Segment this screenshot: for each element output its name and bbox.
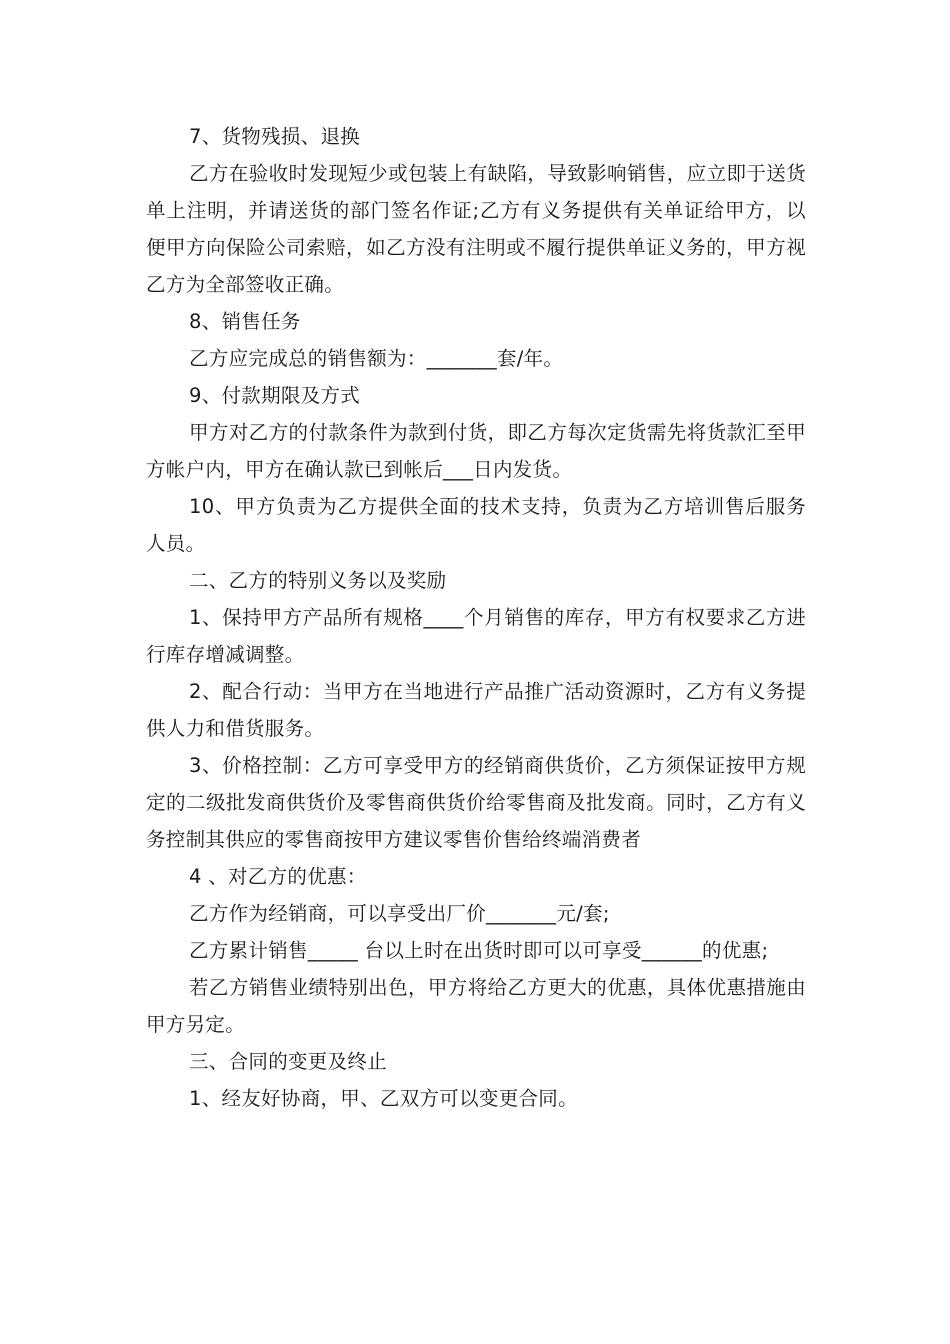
paragraph-goods-inspection: 乙方在验收时发现短少或包装上有缺陷，导致影响销售，应立即于送货单上注明，并请送货的部门签名作证;乙方有义务提供有关单证给甲方，以便甲方向保险公司索赔，如乙方没有注明或不履行提供单证义务的，甲方视乙方为全部签收正确。: [146, 162, 806, 296]
paragraph-factory-price: 乙方作为经销商，可以享受出厂价_______元/套;: [189, 902, 610, 925]
paragraph-cooperation: 2、配合行动：当甲方在当地进行产品推广活动资源时，乙方有义务提供人力和借货服务。: [146, 680, 806, 740]
paragraph-sales-amount: 乙方应完成总的销售额为：_______套/年。: [189, 347, 564, 370]
section-heading-sales-task: 8、销售任务: [189, 310, 301, 333]
section-heading-special-obligations: 二、乙方的特别义务以及奖励: [189, 569, 447, 592]
section-heading-contract-change: 三、合同的变更及终止: [189, 1050, 388, 1073]
document-body: [146, 118, 806, 1117]
paragraph-extra-discount: 若乙方销售业绩特别出色，甲方将给乙方更大的优惠，具体优惠措施由甲方另定。: [146, 976, 806, 1036]
paragraph-inventory: 1、保持甲方产品所有规格____个月销售的库存，甲方有权要求乙方进行库存增减调整。: [146, 606, 806, 666]
paragraph-price-control: 3、价格控制：乙方可享受甲方的经销商供货价，乙方须保证按甲方规定的二级批发商供货价及零售商供货价给零售商及批发商。同时，乙方有义务控制其供应的零售商按甲方建议零售价售给终端消费者: [146, 754, 806, 851]
section-heading-discounts: 4 、对乙方的优惠：: [189, 865, 367, 888]
paragraph-technical-support: 10、甲方负责为乙方提供全面的技术支持，负责为乙方培训售后服务人员。: [146, 495, 806, 555]
section-heading-payment: 9、付款期限及方式: [189, 384, 361, 407]
paragraph-payment-terms: 甲方对乙方的付款条件为款到付货，即乙方每次定货需先将货款汇至甲方帐户内，甲方在确认款已到帐后___日内发货。: [146, 421, 806, 481]
section-heading-goods-damage: 7、货物残损、退换: [189, 125, 361, 148]
paragraph-cumulative-sales: 乙方累计销售_____ 台以上时在出货时即可以可享受______的优惠;: [189, 939, 769, 962]
paragraph-contract-change: 1、经友好协商，甲、乙双方可以变更合同。: [189, 1087, 578, 1110]
